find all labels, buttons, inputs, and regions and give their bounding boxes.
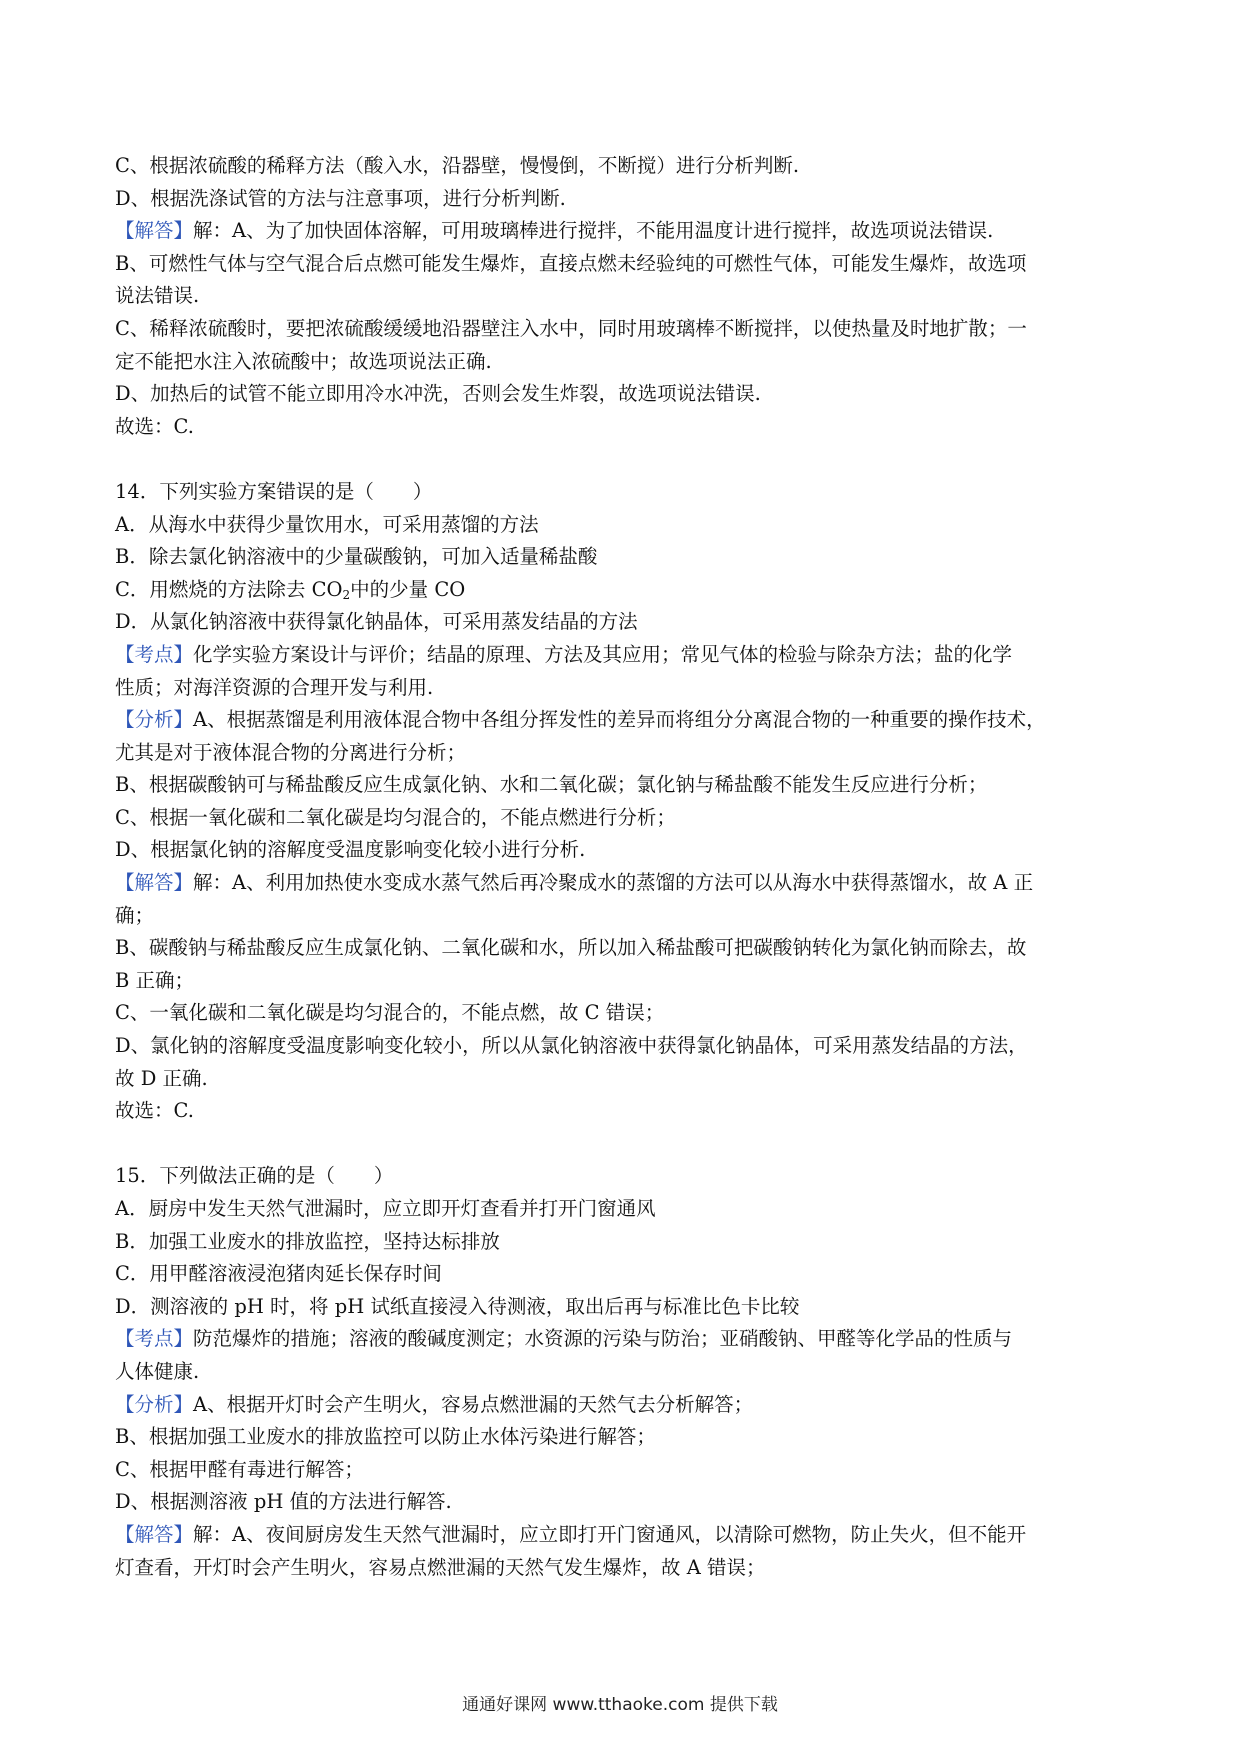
text-line: 说法错误. xyxy=(115,284,200,308)
fenxi-text: A、根据蒸馏是利用液体混合物中各组分挥发性的差异而将组分分离混合物的一种重要的操作技术， xyxy=(193,708,1046,732)
kaodian-text: 化学实验方案设计与评价；结晶的原理、方法及其应用；常见气体的检验与除杂方法；盐的化学 xyxy=(193,642,1013,666)
answer-tag: 【解答】 xyxy=(115,219,194,243)
option-b: B．加强工业废水的排放监控，坚持达标排放 xyxy=(115,1229,500,1253)
text-line: C、稀释浓硫酸时，要把浓硫酸缓缓地沿器壁注入水中，同时用玻璃棒不断搅拌，以使热量及时地扩散；一 xyxy=(115,316,1027,340)
fenxi-tag: 【分析】 xyxy=(115,708,194,732)
question-stem: 14．下列实验方案错误的是（ ） xyxy=(115,479,433,503)
text-line: B、根据碳酸钠可与稀盐酸反应生成氯化钠、水和二氧化碳；氯化钠与稀盐酸不能发生反应进行分析； xyxy=(115,773,988,797)
text-line: D、根据测溶液 pH 值的方法进行解答. xyxy=(115,1490,452,1514)
text-line: 故选：C. xyxy=(115,414,194,438)
kaodian-text: 防范爆炸的措施；溶液的酸碱度测定；水资源的污染与防治；亚硝酸钠、甲醛等化学品的性质与 xyxy=(193,1327,1013,1351)
text-line: 性质；对海洋资源的合理开发与利用. xyxy=(115,675,434,699)
text-line: 尤其是对于液体混合物的分离进行分析； xyxy=(115,740,467,764)
fenxi-text: A、根据开灯时会产生明火，容易点燃泄漏的天然气去分析解答； xyxy=(193,1392,754,1416)
question-stem: 15．下列做法正确的是（ ） xyxy=(115,1164,394,1188)
text-line: D、加热后的试管不能立即用冷水冲洗，否则会发生炸裂，故选项说法错误. xyxy=(115,382,761,406)
kaodian-line xyxy=(115,1323,1130,1356)
page-footer: 通通好课网 www.tthaoke.com 提供下载 xyxy=(462,1695,778,1715)
text-line: B、可燃性气体与空气混合后点燃可能发生爆炸，直接点燃未经验纯的可燃性气体，可能发生爆炸，故选项 xyxy=(115,251,1027,275)
option-c-text-end: 中的少量 CO xyxy=(350,577,466,601)
option-d: D．测溶液的 pH 时，将 pH 试纸直接浸入待测液，取出后再与标准比色卡比较 xyxy=(115,1294,800,1318)
jieda-text: 解：A、夜间厨房发生天然气泄漏时，应立即打开门窗通风，以清除可燃物，防止失火，但不能开 xyxy=(193,1522,1027,1546)
kaodian-tag: 【考点】 xyxy=(115,642,194,666)
document-body xyxy=(115,150,1130,1584)
spacer xyxy=(115,443,1130,476)
option-a: A．从海水中获得少量饮用水，可采用蒸馏的方法 xyxy=(115,512,539,536)
option-b: B．除去氯化钠溶液中的少量碳酸钠，可加入适量稀盐酸 xyxy=(115,545,598,569)
option-a: A．厨房中发生天然气泄漏时，应立即开灯查看并打开门窗通风 xyxy=(115,1197,656,1220)
text-line: 人体健康. xyxy=(115,1359,200,1383)
text-line: 灯查看，开灯时会产生明火，容易点燃泄漏的天然气发生爆炸，故 A 错误； xyxy=(115,1555,766,1579)
jieda-tag: 【解答】 xyxy=(115,1522,194,1546)
text-line: B、根据加强工业废水的排放监控可以防止水体污染进行解答； xyxy=(115,1425,656,1449)
subscript: 2 xyxy=(342,587,351,602)
text-line: 确； xyxy=(115,903,155,927)
option-c xyxy=(115,574,1130,607)
text-line: B、碳酸钠与稀盐酸反应生成氯化钠、二氧化碳和水，所以加入稀盐酸可把碳酸钠转化为氯化钠而除去，故 xyxy=(115,936,1027,960)
jieda-line xyxy=(115,1519,1130,1552)
option-c-text: C．用燃烧的方法除去 CO xyxy=(115,577,343,601)
option-c: C．用甲醛溶液浸泡猪肉延长保存时间 xyxy=(115,1262,442,1286)
answer-text: 解：A、为了加快固体溶解，可用玻璃棒进行搅拌，不能用温度计进行搅拌，故选项说法错误. xyxy=(193,219,994,243)
jieda-tag: 【解答】 xyxy=(115,871,194,895)
text-line: C、一氧化碳和二氧化碳是均匀混合的，不能点燃，故 C 错误； xyxy=(115,1001,665,1025)
fenxi-line xyxy=(115,1389,1130,1422)
fenxi-line xyxy=(115,704,1130,737)
text-line: 故选：C. xyxy=(115,1099,194,1123)
text-line: C、根据甲醛有毒进行解答； xyxy=(115,1457,364,1481)
option-d: D．从氯化钠溶液中获得氯化钠晶体，可采用蒸发结晶的方法 xyxy=(115,610,638,634)
text-line: 定不能把水注入浓硫酸中；故选项说法正确. xyxy=(115,349,492,373)
text-line: 故 D 正确. xyxy=(115,1066,208,1090)
answer-line xyxy=(115,215,1130,248)
fenxi-tag: 【分析】 xyxy=(115,1392,194,1416)
jieda-line xyxy=(115,867,1130,900)
jieda-text: 解：A、利用加热使水变成水蒸气然后再冷聚成水的蒸馏的方法可以从海水中获得蒸馏水，故 A 正 xyxy=(193,871,1034,895)
text-line: D、氯化钠的溶解度受温度影响变化较小，所以从氯化钠溶液中获得氯化钠晶体，可采用蒸发结晶的方法， xyxy=(115,1034,1028,1058)
text-line: C、根据一氧化碳和二氧化碳是均匀混合的，不能点燃进行分析； xyxy=(115,805,676,829)
spacer xyxy=(115,1128,1130,1161)
text-line: B 正确； xyxy=(115,968,195,992)
text-line: D、根据氯化钠的溶解度受温度影响变化较小进行分析. xyxy=(115,838,586,862)
text-line: D、根据洗涤试管的方法与注意事项，进行分析判断. xyxy=(115,186,566,210)
kaodian-tag: 【考点】 xyxy=(115,1327,194,1351)
kaodian-line xyxy=(115,639,1130,672)
text-line: C、根据浓硫酸的稀释方法（酸入水，沿器壁，慢慢倒，不断搅）进行分析判断. xyxy=(115,154,800,177)
